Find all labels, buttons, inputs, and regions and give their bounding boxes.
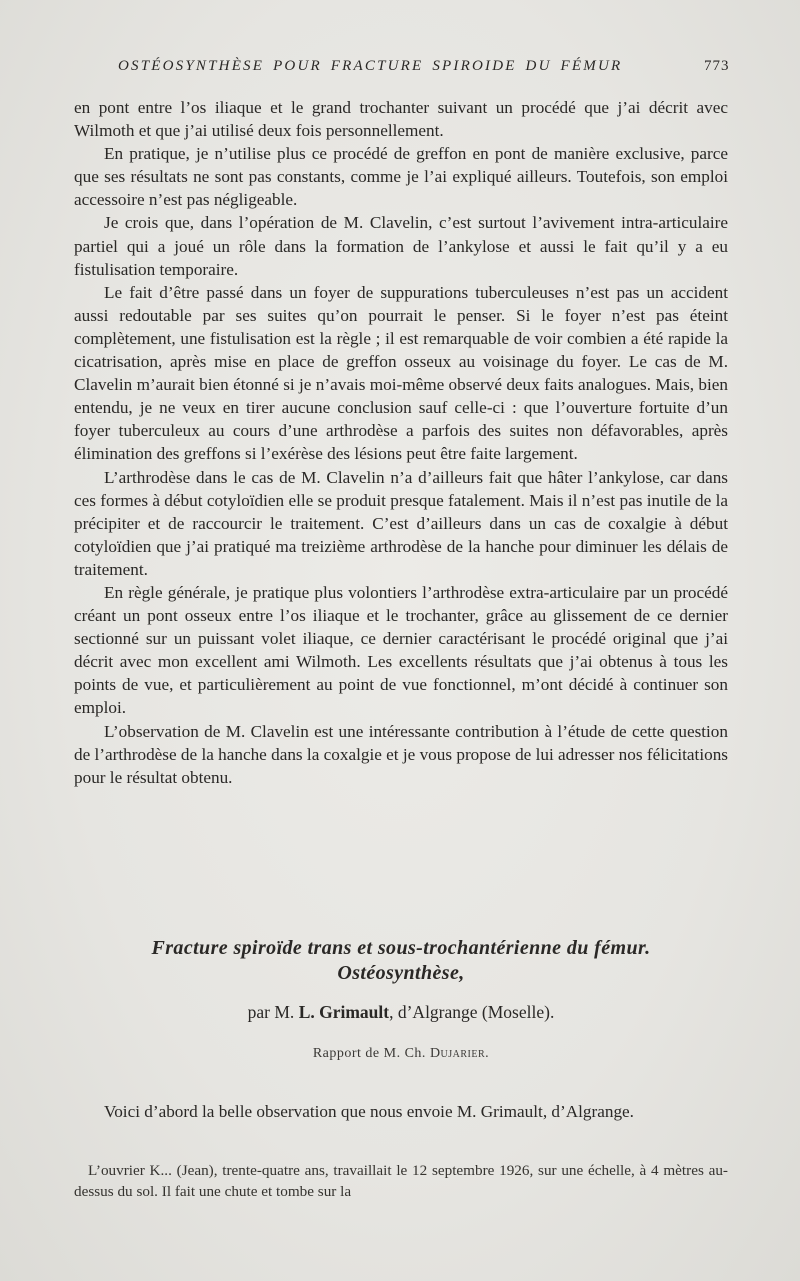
article-title: [74, 936, 728, 986]
body-paragraph: L’arthrodèse dans le cas de M. Clavelin n’a d’ailleurs fait que hâter l’ankylose, car dans ces formes à début cotyloïdien elle se produit presque fatalement. Mais il n’est pas inutile de la précipiter et de raccourcir le traitement. C’est d’ailleurs dans un cas de coxalgie à début cotyloïdien que j’ai pratiqué ma treizième arthrodèse de la hanche pour diminuer les délais de traitement.: [74, 467, 728, 579]
body-paragraph: En règle générale, je pratique plus volontiers l’arthrodèse extra-articulaire par un procédé créant un pont osseux entre l’os iliaque et le trochanter, grâce au glissement de ce dernier sectionné sur un puissant volet iliaque, ce dernier caractérisant le procédé original que j’ai décrit avec mon excellent ami Wilmoth. Les excellents résultats que j’ai obtenus à tous les points de vue, et particulièrement au point de vue fonctionnel, m’ont décidé à continuer son emploi.: [74, 582, 728, 718]
body-paragraph: en pont entre l’os iliaque et le grand trochanter suivant un procédé que j’ai décrit avec Wilmoth et que j’ai utilisé deux fois personnellement.: [74, 98, 728, 141]
intro-paragraph: Voici d’abord la belle observation que nous envoie M. Grimault, d’Algrange.: [104, 1102, 634, 1121]
author-prefix: par M.: [247, 1002, 299, 1022]
body-paragraph: L’observation de M. Clavelin est une intéressante contribution à l’étude de cette question de l’arthrodèse de la hanche dans la coxalgie et je vous propose de lui adresser nos félicitations pour le résultat obtenu.: [74, 721, 728, 787]
article-intro: [74, 1100, 728, 1124]
report-prefix: Rapport de M. Ch.: [312, 1046, 430, 1061]
article-title-line-2: Ostéosynthèse,: [337, 962, 465, 984]
body-paragraph: En pratique, je n’utilise plus ce procédé de greffon en pont de manière exclusive, parce que ses résultats ne sont pas constants, comme je l’ai expliqué ailleurs. Toutefois, son emploi accessoire n’est pas négligeable.: [74, 144, 728, 210]
rapporteur-name: Dujarier: [429, 1046, 486, 1061]
case-report-text: [74, 1160, 728, 1202]
author-name: L. Grimault: [298, 1002, 390, 1022]
main-body-text: [74, 96, 728, 789]
author-byline: [74, 1002, 728, 1023]
body-paragraph: Le fait d’être passé dans un foyer de suppurations tuberculeuses n’est pas un accident aussi redoutable par ses suites qu’on pourrait le penser. Si le foyer n’est pas éteint complètement, une fistulisation est la règle ; il est remarquable de voir combien a été rapide la cicatrisation, après mise en place de greffon osseux au voisinage du foyer. Le cas de M. Clavelin m’aurait bien étonné si je n’avais moi-même observé deux faits analogues. Mais, bien entendu, je ne veux en tirer aucune conclusion sauf celle-ci : que l’ouverture fortuite d’un foyer tuberculeux au cours d’une arthrodèse a parfois des suites non défavorables, après élimination des greffons si l’exérèse des lésions peut être faite largement.: [74, 282, 728, 464]
author-location: , d’Algrange (Moselle).: [389, 1002, 555, 1022]
case-paragraph: L’ouvrier K... (Jean), trente-quatre ans, travaillait le 12 septembre 1926, sur une échelle, à 4 mètres au-dessus du sol. Il fait une chute et tombe sur la: [74, 1162, 728, 1200]
body-paragraph: Je crois que, dans l’opération de M. Clavelin, c’est surtout l’avivement intra-articulaire partiel qui a joué un rôle dans la formation de l’ankylose et aussi le fait qu’il y a eu fistulisation temporaire.: [74, 213, 728, 279]
report-suffix: .: [485, 1046, 490, 1061]
running-title: OSTÉOSYNTHÈSE POUR FRACTURE SPIROIDE DU FÉMUR: [118, 58, 623, 74]
page-number: 773: [704, 58, 730, 74]
article-title-line-1: Fracture spiroïde trans et sous-trochantérienne du fémur.: [151, 937, 651, 959]
report-credit: [74, 1046, 728, 1062]
